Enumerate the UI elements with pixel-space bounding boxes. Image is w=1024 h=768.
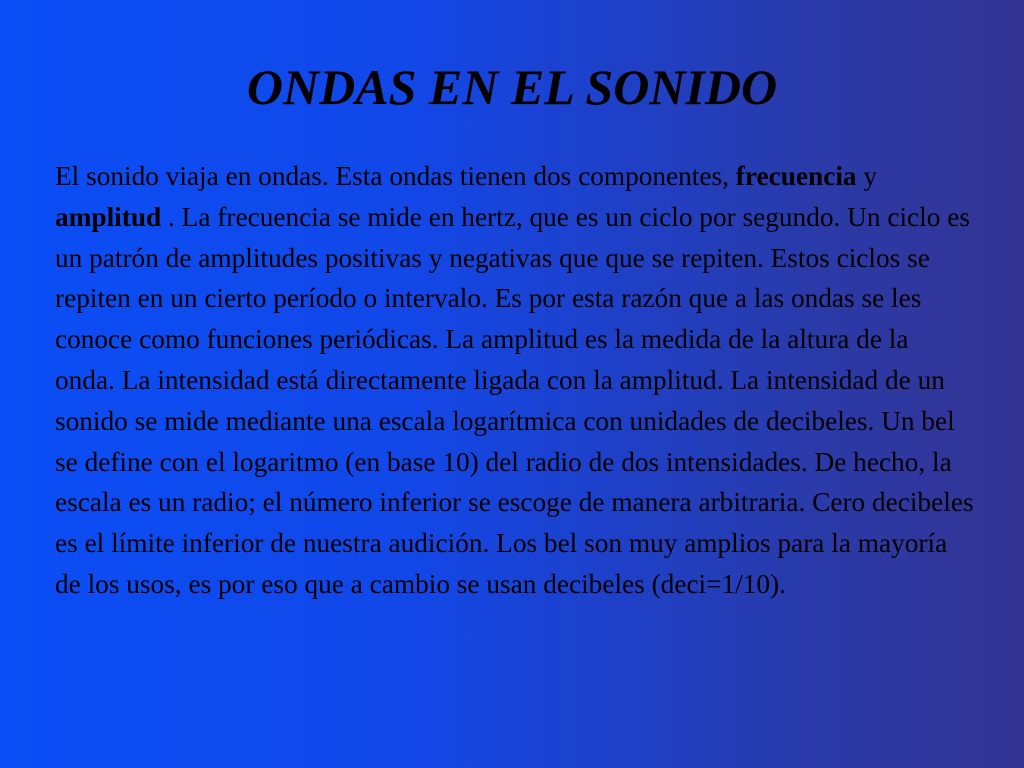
slide-title: ONDAS EN EL SONIDO [246,59,778,115]
body-rest-text: . La frecuencia se mide en hertz, que es un ciclo por segundo. Un ciclo es un patrón de amplitudes positivas y negativas que que se repiten. Estos ciclos se repiten en un cierto período o intervalo. Es por esta razón que a las ondas se les conoce como funciones periódicas. La amplitud es la medida de la altura de la onda. La intensidad está directamente ligada con la amplitud. La intensidad de un sonido se mide mediante una escala logarítmica con unidades de decibeles. Un bel se define con el logaritmo (en base 10) del radio de dos intensidades. De hecho, la escala es un radio; el número inferior se escoge de manera arbitraria. Cero decibeles es el límite inferior de nuestra audición. Los bel son muy amplios para la mayoría de los usos, es por eso que a cambio se usan decibeles (deci=1/10). [55,201,974,599]
connector-text: y [856,161,878,191]
term-frequency: frecuencia [735,161,857,191]
intro-text: El sonido viaja en ondas. Esta ondas tienen dos componentes, [55,161,729,191]
term-amplitude: amplitud [55,201,162,232]
slide-body-paragraph [55,156,975,605]
